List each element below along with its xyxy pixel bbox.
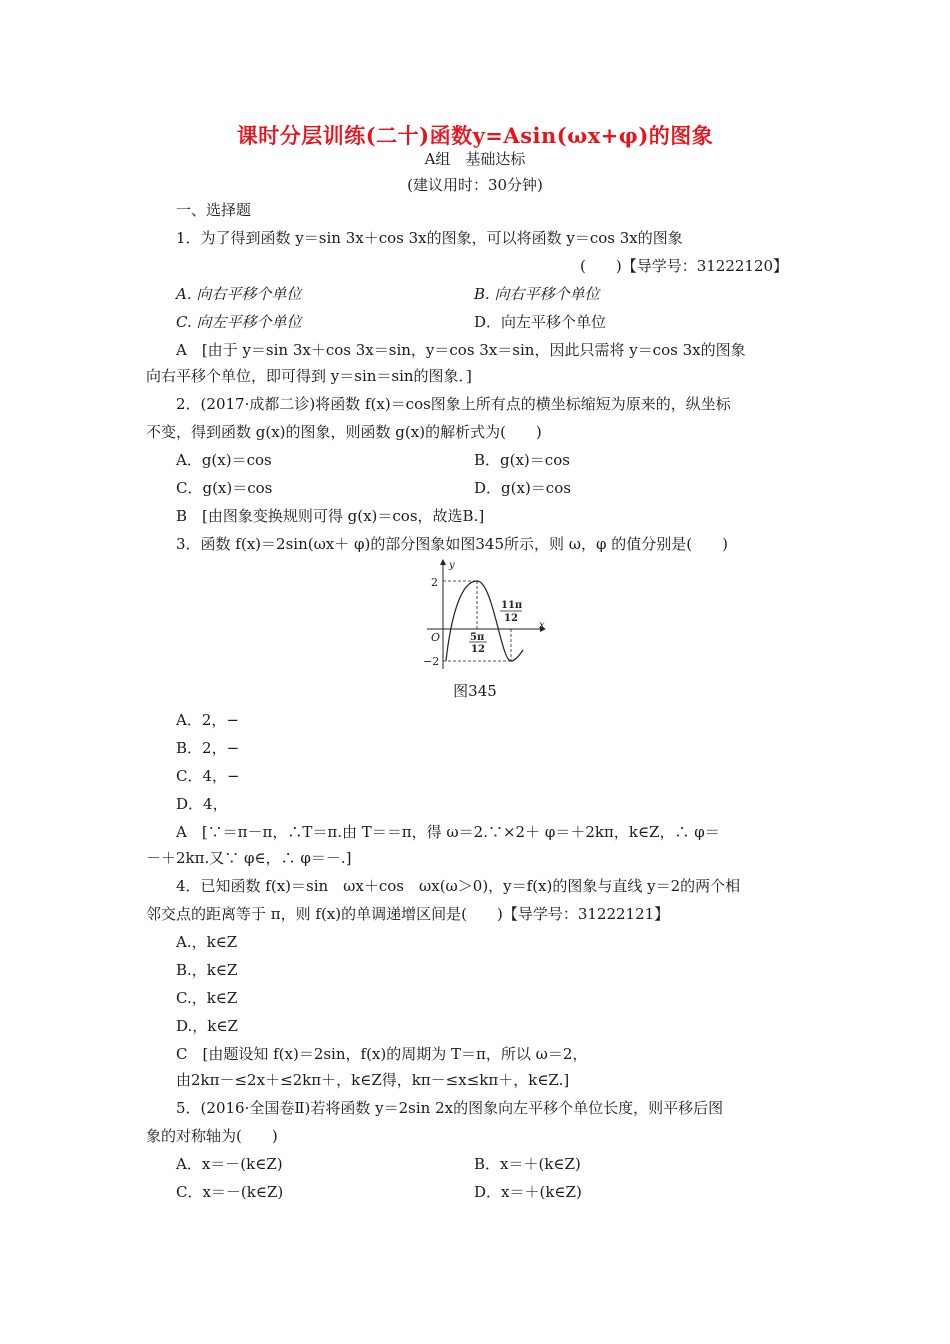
q2-option-a: A．g(x)＝cos [176,451,272,469]
figure-caption: 图345 [453,682,497,700]
q4-option-c: C.，k∈Z [176,989,238,1007]
q1-stem: 1．为了得到函数 y＝sin 3x＋cos 3x的图象，可以将函数 y＝cos 3x的图象 [176,229,683,247]
q4-option-b: B.，k∈Z [176,961,238,979]
q5-option-d: D．x＝＋(k∈Z) [474,1183,582,1201]
q1-option-b: B. 向右平移个单位 [474,285,600,303]
q1-option-a: A. 向右平移个单位 [176,285,302,303]
q1-code: ( )【导学号：31222120】 [580,257,789,275]
x-axis-label: x [539,620,545,631]
section-heading: 一、选择题 [176,201,252,219]
y-min-label: −2 [423,655,440,668]
q3-stem: 3．函数 f(x)＝2sin(ωx＋ φ)的部分图象如图345所示，则 ω，φ 的值分别是( ) [176,535,728,553]
q2-option-c: C．g(x)＝cos [176,479,273,497]
q2-option-b: B．g(x)＝cos [474,451,570,469]
figure-345-graph [405,556,550,671]
time-hint: (建议用时：30分钟) [407,176,543,194]
y-max-label: 2 [431,576,438,589]
q2-stem-line1: 2．(2017·成都二诊)将函数 f(x)＝cos图象上所有点的横坐标缩短为原来的，纵坐标 [176,395,731,413]
q3-option-c: C．4，− [176,767,240,785]
q4-option-a: A.，k∈Z [176,933,238,951]
tick-11pi-12-den: 12 [504,613,518,624]
q1-answer-line2: 向右平移个单位，即可得到 y＝sin＝sin的图象．] [146,367,472,385]
tick-11pi-12-num: 11π [501,600,523,611]
q5-option-b: B．x＝＋(k∈Z) [474,1155,581,1173]
tick-5pi-12-num: 5π [470,632,485,643]
q5-stem-line2: 象的对称轴为( ) [146,1127,278,1145]
q1-option-d: D．向左平移个单位 [474,313,607,331]
q2-answer: B [由图象变换规则可得 g(x)＝cos，故选B.] [176,507,485,525]
q1-answer-line1: A [由于 y＝sin 3x＋cos 3x＝sin，y＝cos 3x＝sin，因此只需将 y＝cos 3x的图象 [176,341,746,359]
page-title: 课时分层训练(二十)函数y=Asin(ωx+φ)的图象 [236,123,714,148]
q4-answer-line2: 由2kπ－≤2x＋≤2kπ＋，k∈Z得，kπ－≤x≤kπ＋，k∈Z.] [176,1071,570,1089]
q3-answer-line1: A [∵＝π－π，∴T＝π.由 T＝＝π，得 ω＝2.∵×2＋ φ＝＋2kπ，k∈Z，∴ φ＝ [176,823,720,841]
q3-option-b: B．2，− [176,739,240,757]
origin-label: O [431,631,441,644]
q4-stem-line1: 4．已知函数 f(x)＝sin ωx＋cos ωx(ω＞0)，y＝f(x)的图象与直线 y＝2的两个相 [176,877,741,895]
q2-option-d: D．g(x)＝cos [474,479,571,497]
q4-answer-line1: C [由题设知 f(x)＝2sin，f(x)的周期为 T＝π，所以 ω＝2， [176,1045,588,1063]
q3-option-d: D．4， [176,795,228,813]
group-label: A组 基础达标 [424,150,526,168]
q5-option-a: A．x＝－(k∈Z) [176,1155,283,1173]
q5-option-c: C．x＝－(k∈Z) [176,1183,284,1201]
q4-option-d: D.，k∈Z [176,1017,238,1035]
q5-stem-line1: 5．(2016·全国卷Ⅱ)若将函数 y＝2sin 2x的图象向左平移个单位长度，则平移后图 [176,1099,724,1117]
tick-5pi-12-den: 12 [471,644,485,655]
q1-option-c: C. 向左平移个单位 [176,313,302,331]
q2-stem-line2: 不变，得到函数 g(x)的图象，则函数 g(x)的解析式为( ) [146,423,542,441]
q3-option-a: A．2，− [176,711,239,729]
q3-answer-line2: －＋2kπ.又∵ φ∈，∴ φ＝－.] [146,849,352,867]
q4-stem-line2: 邻交点的距离等于 π，则 f(x)的单调递增区间是( )【导学号：31222121】 [146,905,670,923]
y-axis-label: y [449,560,455,571]
